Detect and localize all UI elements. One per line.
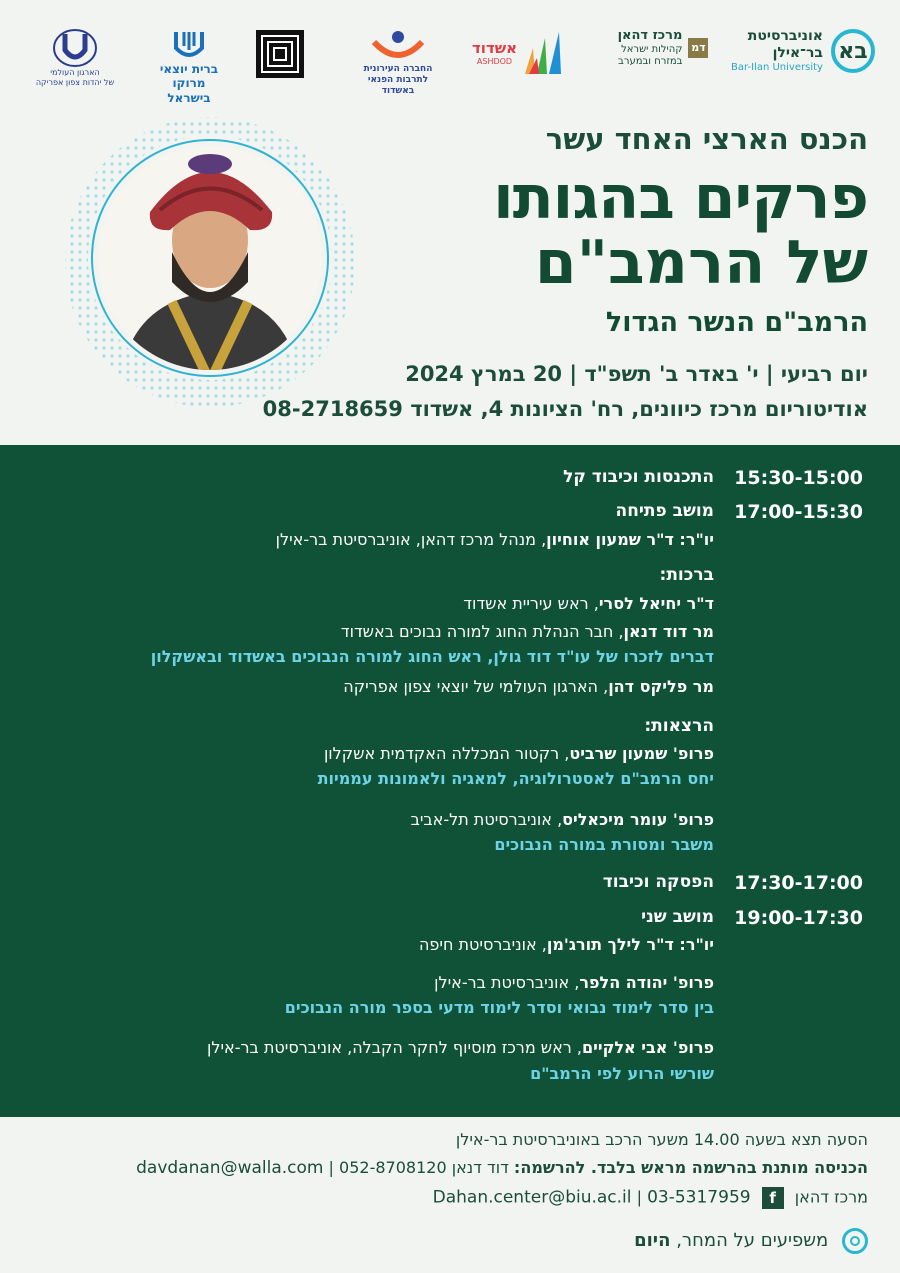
session1-title: מושב פתיחה: [615, 501, 714, 521]
footer-separator: |: [323, 1158, 334, 1177]
bar-ilan-name-en: Bar-Ilan University: [731, 61, 823, 73]
brit-logo-line2: בישראל: [167, 90, 211, 105]
center-phone: 03-5317959: [647, 1187, 751, 1208]
reception-time: 15:30-15:00: [734, 467, 863, 489]
maimonides-portrait: [60, 112, 360, 412]
lecture-3-name: פרופ' יהודה הלפר: [579, 973, 714, 992]
ashdod-logo-title: אשדוד: [471, 39, 518, 58]
title-line-1: פרקים בהגותו: [493, 163, 868, 233]
svg-text:בא: בא: [838, 38, 868, 64]
venue-line: אודיטוריום מרכז כיוונים, רח' הציונות 4, אשדוד 08-2718659: [262, 397, 868, 421]
greeting-1-role: , ראש עיריית אשדוד: [463, 594, 599, 613]
session2-chair-name: יו"ר: ד"ר לילך תורג'מן: [546, 935, 714, 954]
session2-time: 19:00-17:30: [734, 907, 863, 929]
facebook-label[interactable]: מרכז דהאן: [794, 1187, 868, 1207]
session2-chair-role: , אוניברסיטת חיפה: [418, 935, 547, 954]
slogan-bold: היום: [634, 1230, 671, 1251]
lecture-1: [324, 744, 714, 763]
greeting-3-name: מר פליקס דהן: [608, 677, 714, 696]
greetings-heading: ברכות:: [659, 565, 714, 585]
world-org-line1: הארגון העולמי: [50, 68, 100, 77]
lectures-heading: הרצאות:: [644, 716, 714, 736]
ashdod-sails-icon: [519, 28, 567, 78]
greeting-2: [341, 622, 714, 641]
title-line-2: של הרמב"ם: [534, 228, 868, 298]
lecture-2: [411, 810, 714, 829]
lecture-4-name: פרופ' אבי אלקיים: [582, 1038, 714, 1057]
brit-yotzei-maroko-logo: [150, 28, 228, 105]
bus-note: הסעה תצא בשעה 14.00 משער הרכב באוניברסיטת בר-אילן: [455, 1130, 868, 1149]
dahan-emblem-icon: דמ: [688, 38, 708, 58]
facebook-icon[interactable]: f: [762, 1187, 784, 1209]
registration-email[interactable]: davdanan@walla.com: [136, 1158, 324, 1178]
dahan-center-logo: [608, 28, 718, 68]
subtitle: הרמב"ם הנשר הגדול: [605, 307, 868, 338]
brit-logo-line1: ברית יוצאי מרוקו: [159, 62, 219, 91]
dahan-logo-title: מרכז דהאן: [617, 28, 683, 43]
brit-emblem-icon: [172, 28, 206, 62]
greeting-3: [343, 677, 714, 696]
greeting-1-name: ד"ר יחיאל לסרי: [598, 594, 714, 613]
greeting-2-role: , חבר הנהלת החוג למורה נבוכים באשדוד: [340, 622, 624, 641]
reception-title: התכנסות וכיבוד קל: [563, 467, 714, 487]
lecture-4-topic: שורשי הרוע לפי הרמב"ם: [530, 1064, 714, 1083]
bar-ilan-name-2: בר־אילן: [772, 44, 823, 61]
session2-title: מושב שני: [641, 907, 714, 927]
bar-ilan-logo: [728, 28, 878, 74]
slogan-logo-icon: [842, 1228, 868, 1254]
lecture-3: [434, 973, 714, 992]
culture-society-emblem-icon: [368, 28, 428, 64]
bar-ilan-name: אוניברסיטת: [747, 28, 823, 44]
ashdod-culture-society-logo: [358, 28, 438, 96]
ashdod-logo: [467, 28, 572, 78]
world-north-africa-org-logo: [30, 28, 120, 87]
world-org-line2: של יהדות צפון אפריקה: [35, 77, 115, 87]
dahan-logo-line3: במזרח ובמערב: [618, 55, 683, 67]
lecture-2-role: , אוניברסיטת תל-אביב: [410, 810, 563, 829]
program-section: [0, 445, 900, 1117]
globe-u-icon: [52, 28, 98, 68]
contact-line: [433, 1187, 868, 1209]
maze-emblem-icon: [254, 28, 306, 80]
registration-note: הכניסה מותנת בהרשמה מראש בלבד. להרשמה:: [513, 1158, 868, 1177]
mazes-institute-logo: [250, 28, 310, 80]
greeting-3-role: , הארגון העולמי של יוצאי צפון אפריקה: [343, 677, 609, 696]
center-email[interactable]: Dahan.center@biu.ac.il: [432, 1187, 632, 1208]
session1-time: 17:00-15:30: [734, 501, 863, 523]
footer-separator-2: |: [636, 1187, 648, 1207]
conference-kicker: הכנס הארצי האחד עשר: [545, 122, 868, 156]
lecture-3-topic: בין סדר לימוד נבואי וסדר לימוד מדעי בספר מורה הנבוכים: [284, 998, 714, 1017]
session1-chair: [276, 530, 714, 549]
lecture-1-topic: יחס הרמב"ם לאסטרולוגיה, למאגיה ולאמונות עממיות: [317, 769, 714, 788]
session1-chair-name: יו"ר: ד"ר שמעון אוחיון: [546, 530, 714, 549]
culture-society-line2: לתרבות הפנאי באשדוד: [367, 74, 429, 96]
ashdod-logo-en: ASHDOD: [476, 57, 513, 67]
culture-society-line1: החברה העירונית: [363, 64, 433, 74]
greeting-1: [463, 594, 714, 613]
lecture-2-topic: משבר ומסורת במורה הנבוכים: [494, 835, 714, 854]
slogan-text: משפיעים על המחר,: [676, 1230, 829, 1251]
lecture-3-role: , אוניברסיטת בר-אילן: [434, 973, 580, 992]
lecture-1-name: פרופ' שמעון שרביט: [569, 744, 714, 763]
session2-chair: [419, 935, 714, 954]
bar-ilan-emblem-icon: [831, 29, 875, 73]
registration-line: [136, 1158, 868, 1178]
break-title: הפסקה וכיבוד: [602, 872, 714, 892]
session1-chair-role: , מנהל מרכז דהאן, אוניברסיטת בר-אילן: [275, 530, 547, 549]
break-time: 17:30-17:00: [734, 872, 863, 894]
registration-contact: דוד דנאן 052-8708120: [339, 1158, 509, 1177]
lecture-2-name: פרופ' עומר מיכאליס: [562, 810, 714, 829]
lecture-4: [207, 1038, 714, 1057]
dahan-logo-line2: קהילות ישראל: [621, 43, 683, 55]
greeting-2-name: מר דוד דנאן: [623, 622, 714, 641]
greeting-2-topic: דברים לזכרו של עו"ד דוד גולן, ראש החוג למורה הנבוכים באשדוד ובאשקלון: [150, 647, 714, 666]
lecture-4-role: , ראש מרכז מוסיוף לחקר הקבלה, אוניברסיטת בר-אילן: [207, 1038, 582, 1057]
slogan: [634, 1228, 868, 1254]
date-line: יום רביעי | י' באדר ב' תשפ"ד | 20 במרץ 2024: [405, 362, 868, 386]
lecture-1-role: , רקטור המכללה האקדמית אשקלון: [323, 744, 570, 763]
